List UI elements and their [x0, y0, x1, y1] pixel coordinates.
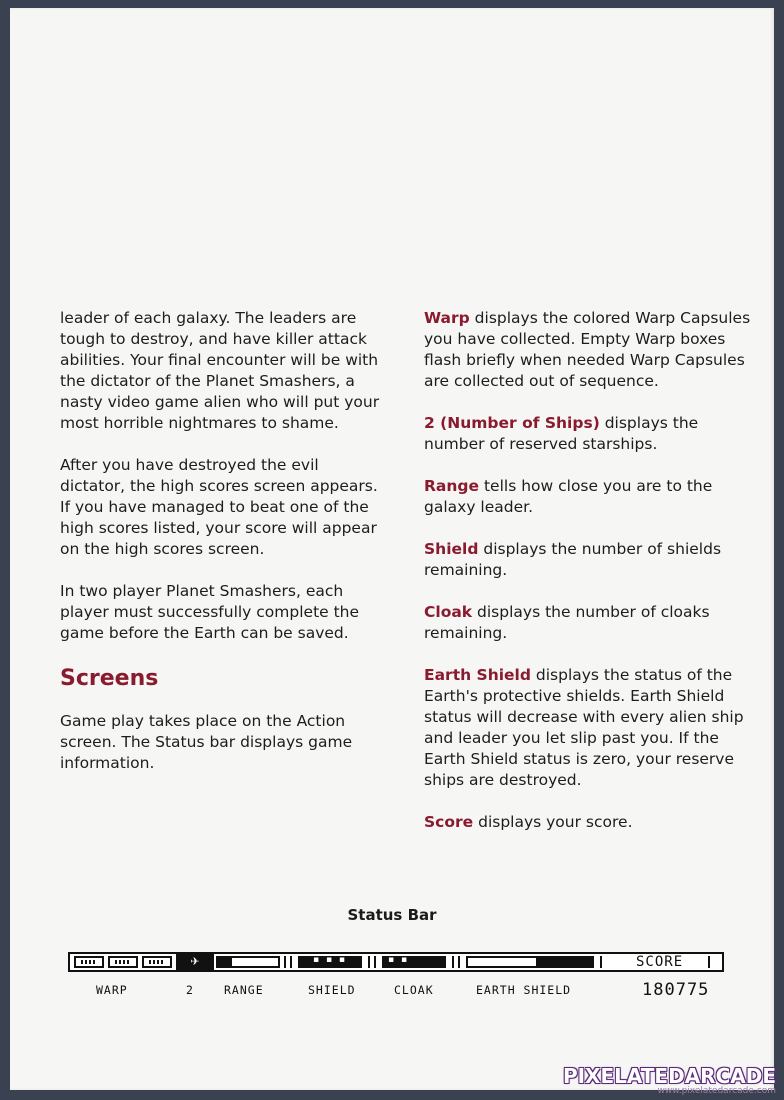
term-warp: Warp — [424, 309, 470, 327]
score-value: 180775 — [642, 980, 710, 1000]
screens-heading: Screens — [60, 666, 159, 691]
term-cloak: Cloak — [424, 603, 473, 621]
desc-range: tells how close you are to the galaxy leader. — [424, 477, 713, 516]
range-meter — [216, 956, 280, 968]
label-ships: 2 — [186, 983, 194, 997]
separator-tick — [374, 956, 376, 968]
term-score: Score — [424, 813, 474, 831]
status-score-word: SCORE — [636, 954, 684, 970]
separator-tick — [600, 956, 602, 968]
earth-shield-fill — [536, 958, 592, 966]
starship-icon: ✈ — [190, 955, 200, 968]
status-bar-diagram — [68, 952, 724, 972]
range-fill — [218, 958, 232, 966]
paragraph-high-scores: After you have destroyed the evil dictator, the high scores screen appears. If you have managed to beat one of the high scores listed, your score will appear on the high scores screen. — [60, 456, 378, 558]
term-shield: Shield — [424, 540, 479, 558]
desc-warp: displays the colored Warp Capsules you have collected. Empty Warp boxes flash briefly when needed Warp Capsules are collected out of sequence. — [424, 309, 751, 390]
separator-tick — [452, 956, 454, 968]
warp-box-2 — [108, 956, 138, 968]
paragraph-two-player: In two player Planet Smashers, each player must successfully complete the game before the Earth can be saved. — [60, 582, 360, 642]
left-column — [60, 308, 380, 795]
warp-box-3 — [142, 956, 172, 968]
label-range: RANGE — [224, 983, 264, 997]
separator-tick — [368, 956, 370, 968]
item-shield — [424, 539, 754, 581]
label-earth-shield: EARTH SHIELD — [476, 983, 572, 997]
separator-tick — [458, 956, 460, 968]
label-cloak: CLOAK — [394, 983, 434, 997]
desc-number-of-ships: displays the number of reserved starships. — [424, 414, 699, 453]
earth-shield-meter — [466, 956, 594, 968]
warp-box-1 — [74, 956, 104, 968]
desc-score: displays your score. — [473, 813, 633, 831]
desc-shield: displays the number of shields remaining. — [424, 540, 722, 579]
desc-cloak: displays the number of cloaks remaining. — [424, 603, 710, 642]
watermark-url: www.pixelatedarcade.com — [657, 1086, 776, 1096]
watermark-brand: PIXELATEDARCADE — [562, 1064, 776, 1088]
item-cloak — [424, 602, 754, 644]
label-warp: WARP — [96, 983, 128, 997]
paragraph-game-play: Game play takes place on the Action screen. The Status bar displays game information. — [60, 712, 353, 772]
term-number-of-ships: 2 (Number of Ships) — [424, 414, 600, 432]
term-earth-shield: Earth Shield — [424, 666, 531, 684]
shield-meter: ▪ ▪ ▪ — [298, 956, 362, 968]
separator-tick — [284, 956, 286, 968]
watermark — [563, 1064, 776, 1096]
term-range: Range — [424, 477, 480, 495]
ship-cell — [176, 954, 214, 970]
cloak-meter: ▪ ▪ — [382, 956, 446, 968]
label-shield: SHIELD — [308, 983, 356, 997]
item-warp — [424, 308, 754, 392]
item-earth-shield — [424, 665, 754, 791]
right-column — [424, 308, 754, 854]
desc-earth-shield: displays the status of the Earth's protective shields. Earth Shield status will decrease with every alien ship and leader you let slip past you. If the Earth Shield status is zero, your reserve ships are destroyed. — [424, 666, 744, 789]
item-range — [424, 476, 754, 518]
item-number-of-ships — [424, 413, 754, 455]
manual-page — [10, 8, 774, 1090]
separator-tick — [708, 956, 710, 968]
paragraph-galaxy-leader: leader of each galaxy. The leaders are tough to destroy, and have killer attack abilities. Your final encounter will be with the dictator of the Planet Smashers, a nasty video game alien who will put your most horrible nightmares to shame. — [60, 309, 380, 432]
separator-tick — [290, 956, 292, 968]
item-score — [424, 812, 754, 833]
status-bar-title: Status Bar — [347, 906, 437, 924]
